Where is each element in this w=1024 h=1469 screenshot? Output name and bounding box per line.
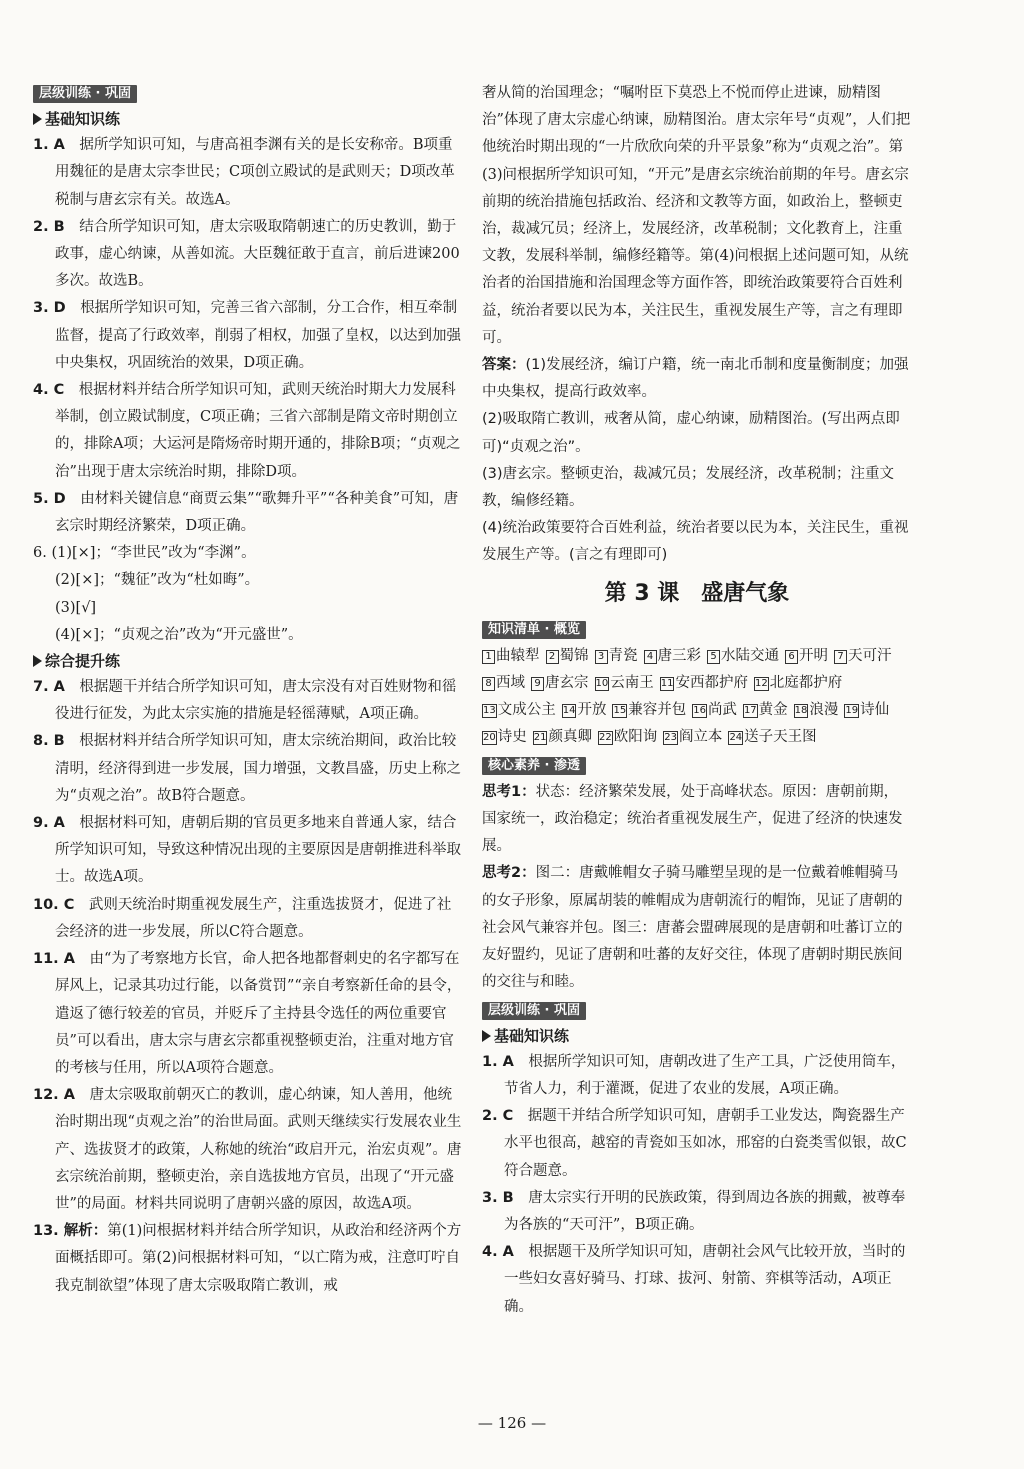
triangle-icon: [482, 1030, 491, 1042]
answer-text: 根据材料并结合所学知识可知，武则天统治时期大力发展科举制，创立殿试制度，C项正确；三省六部制是隋文帝时期创立的，排除A项；大运河是隋炀帝时期开通的，排除B项；“贞观之治”出现于唐太宗统治时期，排除D项。: [55, 382, 461, 480]
keyword-item: [598, 724, 657, 751]
answer-item: [33, 486, 463, 540]
keyword-item: [482, 670, 525, 697]
keyword-text: 唐三彩: [657, 647, 701, 664]
answer-label: 2. C: [482, 1108, 514, 1125]
answer-label: 1. A: [482, 1053, 514, 1070]
keyword-number: 17: [743, 705, 757, 717]
triangle-icon: [33, 113, 42, 125]
keyword-text: 诗仙: [860, 702, 890, 719]
answer-text: 根据所学知识可知，唐朝改进了生产工具，广泛使用筒车，节省人力，利于灌溉，促进了农业的发展，A项正确。: [504, 1053, 906, 1097]
keyword-item: [844, 697, 889, 724]
think-1: [482, 779, 912, 861]
keyword-item: [533, 724, 592, 751]
keyword-text: 水陆交通: [721, 647, 779, 664]
keyword-text: 唐玄宗: [545, 675, 589, 692]
keyword-text: 曲辕犁: [496, 647, 540, 664]
answer-item: [33, 946, 463, 1082]
keyword-text: 欧阳询: [613, 729, 658, 746]
answer-label: 2. B: [33, 218, 65, 235]
keyword-item: [482, 724, 527, 751]
answer-label: 12. A: [33, 1087, 75, 1104]
keyword-number: 21: [533, 732, 547, 744]
answer-text: 据所学知识可知，与唐高祖李渊有关的是长安称帝。B项重用魏征的是唐太宗李世民；C项创立殿试的是武则天；D项改革税制与唐玄宗有关。故选A。: [55, 137, 455, 208]
answer-label: 8. B: [33, 733, 65, 750]
answer-item: [33, 295, 463, 377]
answer-item: [33, 810, 463, 892]
answer-label: 3. B: [482, 1189, 514, 1206]
answer-label: 13. 解析：: [33, 1223, 108, 1240]
keyword-item: [663, 724, 722, 751]
keyword-item: [743, 697, 788, 724]
keyword-text: 开明: [799, 647, 828, 664]
answer-label: 答案：: [482, 357, 526, 374]
keyword-text: 颜真卿: [548, 729, 592, 746]
analysis-continuation: 奢从简的治国理念；“嘱咐臣下莫恐上不悦而停止进谏，励精图治”体现了唐太宗虚心纳谏，励精图治。唐太宗年号“贞观”，人们把他统治时期出现的“一片欣欣向荣的升平景象”称为“贞观之治”。第(3)问根据所学知识可知，“开元”是唐玄宗统治前期的年号。唐玄宗前期的统治措施包括政治、经济和文教等方面，如政治上，整顿吏治，裁减冗员；经济上，发展经济，改革税制；文化教育上，注重文教，发展科举制，编修经籍等。第(4)问根据上述问题可知，从统治者的治国措施和治国理念等方面作答，即统治政策要符合百姓利益，统治者要以民为本，关注民生，重视发展生产等，言之有理即可。: [482, 85, 911, 346]
subsection-basic: [33, 107, 463, 132]
subsection-basic-2-label: 基础知识练: [494, 1026, 570, 1045]
keyword-text: 阎立本: [678, 729, 723, 746]
keyword-number: 19: [845, 705, 859, 717]
keyword-number: 6: [785, 650, 798, 664]
keyword-item: [692, 697, 737, 724]
triangle-icon: [33, 655, 42, 667]
keyword-item: [794, 697, 839, 724]
keyword-number: 1: [482, 650, 495, 664]
keyword-list: [482, 643, 912, 752]
answer-text: 根据材料并结合所学知识可知，唐太宗统治期间，政治比较清明，经济得到进一步发展，国力增强，文教昌盛，历史上称之为“贞观之治”。故B符合题意。: [55, 733, 461, 804]
keyword-number: 24: [729, 732, 743, 744]
think-2-text: 图二：唐戴帷帽女子骑马雕塑呈现的是一位戴着帷帽骑马的女子形象，原属胡装的帷帽成为唐朝流行的帽饰，见证了唐朝的社会风气兼容并包。图三：唐蕃会盟碑展现的是唐朝和吐蕃订立的友好盟约，见证了唐朝和吐蕃的友好交往，体现了唐朝时期民族间的交往与和睦。: [482, 865, 903, 991]
keyword-item: [754, 670, 842, 697]
lesson-title: 第 3 课 盛唐气象: [604, 580, 790, 606]
answer-label: 4. C: [33, 382, 65, 399]
answer-item: [33, 674, 463, 728]
keyword-text: 开放: [577, 702, 607, 719]
answer-item: [33, 892, 463, 946]
answer-item: [33, 728, 463, 810]
keyword-item: [595, 643, 638, 670]
keyword-item: [660, 670, 748, 697]
keyword-item: [707, 643, 779, 670]
answer-label: 11. A: [33, 951, 75, 968]
keyword-item: [644, 643, 702, 670]
answer-sub: (2)[×]；“魏征”改为“杜如晦”。: [55, 572, 260, 589]
keyword-text: 尚武: [707, 702, 737, 719]
keyword-text: 天可汗: [848, 647, 892, 664]
answer-item-6: 6. (1)[×]；“李世民”改为“李渊”。: [33, 545, 256, 562]
keyword-text: 安西都护府: [675, 675, 748, 692]
keyword-item: [595, 670, 654, 697]
section-header-knowledge: 知识清单 · 概览: [482, 621, 586, 639]
keyword-number: 13: [483, 705, 496, 717]
subsection-basic-2: [482, 1024, 912, 1049]
keyword-text: 文成公主: [497, 702, 556, 719]
answer-item: [482, 1103, 912, 1185]
answer-item: [482, 1239, 912, 1321]
keyword-text: 诗史: [497, 729, 527, 746]
keyword-item: [562, 697, 607, 724]
answer-text: 由“为了考察地方长官，命人把各地都督刺史的名字都写在屏风上，记录其功过行能，以备赏罚”“亲自考察新任命的县令，遣返了德行较差的官员，并贬斥了主持县令选任的两位重要官员”可以看出，唐太宗与唐玄宗都重视整顿吏治，注重对地方官的考核与任用，所以A项符合题意。: [55, 951, 462, 1076]
answer-text: 武则天统治时期重视发展生产，注重选拔贤才，促进了社会经济的进一步发展，所以C符合题意。: [55, 896, 452, 940]
keyword-number: 23: [664, 732, 677, 744]
answer-text: 根据材料可知，唐朝后期的官员更多地来自普通人家，结合所学知识可知，导致这种情况出现的主要原因是唐朝推进科举取士。故选A项。: [55, 815, 461, 886]
keyword-item: [834, 643, 892, 670]
answer-label: 4. A: [482, 1244, 514, 1261]
answer-text: 据题干并结合所学知识可知，唐朝手工业发达，陶瓷器生产水平也很高，越窑的青瓷如玉如冰，邢窑的白瓷类雪似银，故C符合题意。: [504, 1108, 907, 1179]
keyword-text: 北庭都护府: [769, 675, 843, 692]
subsection-comprehensive: [33, 649, 463, 674]
keyword-number: 16: [693, 705, 706, 717]
keyword-text: 云南王: [610, 675, 654, 692]
keyword-number: 5: [707, 650, 720, 664]
page-number: — 126 —: [477, 1414, 547, 1432]
answer-item: [482, 1049, 912, 1103]
answer-line: (3)唐玄宗。整顿吏治，裁减冗员；发展经济，改革税制；注重文教，编修经籍。: [482, 465, 895, 510]
answer-line: (4)统治政策要符合百姓利益，统治者要以民为本，关注民生，重视发展生产等。(言之有理即可): [482, 520, 909, 564]
section-header-core: 核心素养 · 渗透: [482, 757, 586, 775]
answer-sub: (4)[×]；“贞观之治”改为“开元盛世”。: [55, 626, 303, 643]
answer-text: 根据题干及所学知识可知，唐朝社会风气比较开放，当时的一些妇女喜好骑马、打球、拔河、射箭、弈棋等活动，A项正确。: [504, 1244, 906, 1315]
section-header-training: 层级训练 · 巩固: [33, 85, 137, 103]
answer-text: 唐太宗吸取前朝灭亡的教训，虚心纳谏，知人善用，他统治时期出现“贞观之治”的治世局面。武则天继续实行发展农业生产、选拔贤才的政策，人称她的统治“政启开元，治宏贞观”。唐玄宗统治前期，整顿吏治，亲自选拔地方官员，出现了“开元盛世”的局面。材料共同说明了唐朝兴盛的原因，故选A项。: [55, 1087, 462, 1212]
answer-item: [482, 1185, 912, 1239]
answer-item: [33, 1082, 463, 1218]
answer-sub: (3)[√]: [55, 599, 97, 616]
keyword-text: 送子天王图: [744, 729, 817, 746]
answer-block: [482, 352, 912, 406]
keyword-number: 9: [531, 677, 544, 691]
answer-label: 5. D: [33, 490, 66, 507]
right-column: [482, 80, 912, 1321]
keyword-number: 20: [483, 732, 496, 744]
think-1-label: 思考1：: [482, 783, 536, 800]
answer-item: [33, 132, 463, 214]
subsection-comprehensive-label: 综合提升练: [45, 652, 121, 671]
keyword-number: 15: [613, 705, 627, 717]
answer-label: 9. A: [33, 815, 65, 832]
think-2-label: 思考2：: [482, 865, 536, 882]
keyword-number: 11: [660, 678, 674, 690]
answer-text: 第(1)问根据材料并结合所学知识，从政治和经济两个方面概括即可。第(2)问根据材料可知，“以亡隋为戒，注意叮咛自我克制欲望”体现了唐太宗吸取隋亡教训，戒: [55, 1223, 462, 1294]
section-header-training-2: 层级训练 · 巩固: [482, 1002, 586, 1020]
answer-label: 1. A: [33, 137, 65, 154]
keyword-number: 22: [598, 732, 612, 744]
keyword-item: [546, 643, 589, 670]
keyword-number: 14: [562, 705, 576, 717]
think-2: [482, 860, 912, 996]
keyword-number: 3: [595, 650, 608, 664]
answer-line: (1)发展经济，编订户籍，统一南北币制和度量衡制度；加强中央集权，提高行政效率。: [482, 357, 909, 401]
keyword-number: 10: [595, 678, 609, 690]
keyword-text: 兼容并包: [628, 702, 687, 719]
keyword-number: 4: [644, 650, 657, 664]
think-1-text: 状态：经济繁荣发展，处于高峰状态。原因：唐朝前期，国家统一，政治稳定；统治者重视发展生产，促进了经济的快速发展。: [482, 783, 903, 855]
answer-text: 由材料关键信息“商贾云集”“歌舞升平”“各种美食”可知，唐玄宗时期经济繁荣，D项正确。: [55, 490, 459, 535]
keyword-item: [612, 697, 686, 724]
keyword-item: [482, 643, 540, 670]
keyword-number: 2: [546, 650, 559, 664]
keyword-number: 7: [834, 650, 847, 664]
keyword-text: 西域: [496, 675, 525, 692]
answer-label: 7. A: [33, 679, 65, 696]
answer-text: 根据题干并结合所学知识可知，唐太宗没有对百姓财物和徭役进行征发，为此太宗实施的措施是轻徭薄赋，A项正确。: [55, 679, 457, 723]
answer-item: [33, 377, 463, 486]
answer-text: 根据所学知识可知，完善三省六部制，分工合作，相互牵制监督，提高了行政效率，削弱了相权，加强了皇权，以达到加强中央集权，巩固统治的效果，D项正确。: [55, 300, 461, 371]
keyword-number: 8: [482, 677, 495, 691]
keyword-item: [482, 697, 556, 724]
answer-label: 3. D: [33, 300, 66, 317]
answer-line: (2)吸取隋亡教训，戒奢从简，虚心纳谏，励精图治。(写出两点即可)“贞观之治”。: [482, 411, 900, 455]
answer-text: 结合所学知识可知，唐太宗吸取隋朝速亡的历史教训，勤于政事，虚心纳谏，从善如流。大臣魏征敢于直言，前后进谏200多次。故选B。: [55, 218, 460, 290]
left-column: [33, 80, 463, 1300]
subsection-basic-label: 基础知识练: [45, 110, 121, 129]
keyword-item: [728, 724, 816, 751]
keyword-text: 黄金: [758, 702, 788, 719]
answer-label: 10. C: [33, 896, 75, 913]
answer-text: 唐太宗实行开明的民族政策，得到周边各族的拥戴，被尊奉为各族的“天可汗”，B项正确。: [504, 1189, 906, 1233]
keyword-text: 浪漫: [809, 702, 839, 719]
keyword-text: 青瓷: [608, 647, 638, 664]
answer-item: [33, 214, 463, 296]
keyword-text: 蜀锦: [559, 647, 589, 664]
keyword-item: [785, 643, 828, 670]
keyword-item: [531, 670, 589, 697]
keyword-number: 18: [794, 705, 808, 717]
keyword-number: 12: [754, 678, 768, 690]
answer-item: [33, 1218, 463, 1300]
